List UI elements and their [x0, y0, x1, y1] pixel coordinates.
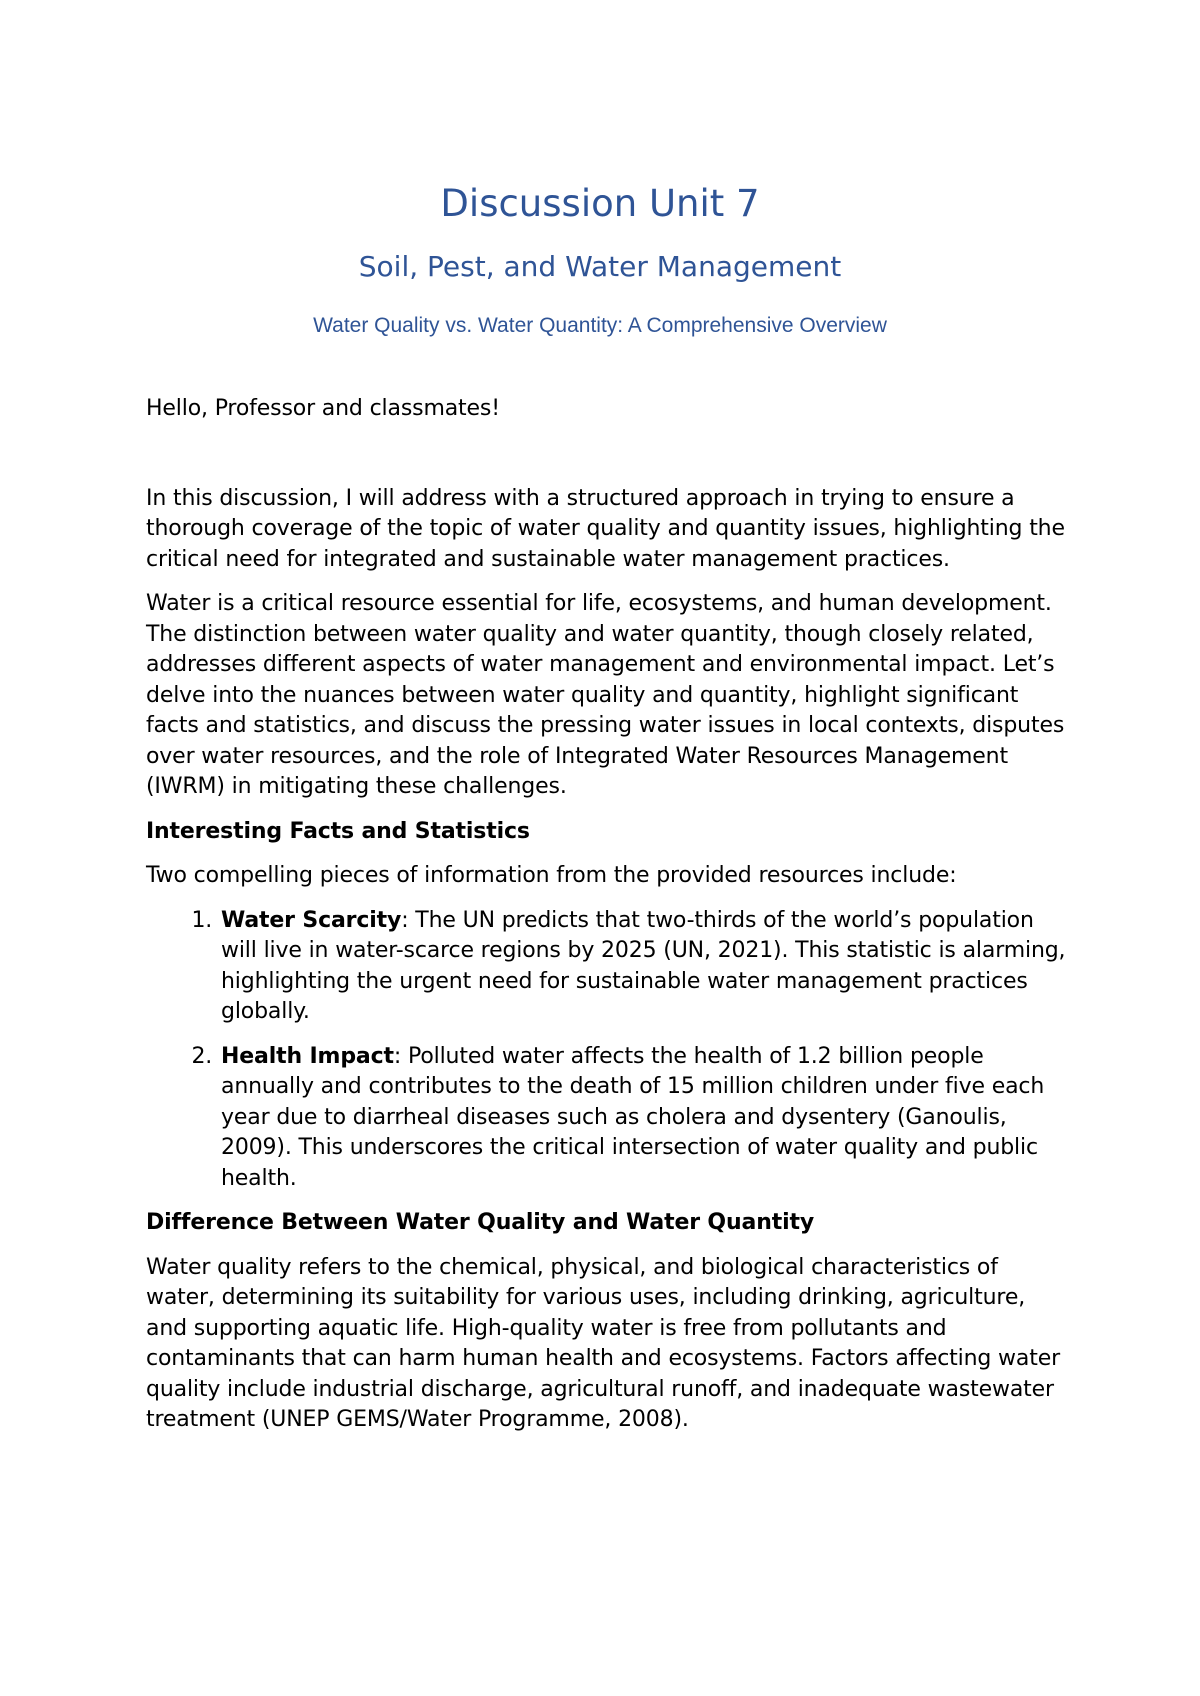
document-title: Discussion Unit 7 [440, 182, 760, 225]
list-item [219, 906, 1066, 1028]
document-body [146, 394, 1066, 1450]
greeting-paragraph: Hello, Professor and classmates! [146, 396, 500, 421]
fact-label: Water Scarcity [221, 907, 402, 933]
section-heading-facts: Interesting Facts and Statistics [146, 818, 530, 844]
quality-paragraph: Water quality refers to the chemical, physical, and biological characteristics of water, determining its suitability for various uses, including drinking, agriculture, and supporting aquatic life. High-quality water is free from pollutants and contaminants that can harm human health and ecosystems. Factors affecting water quality include industrial discharge, agricultural runoff, and inadequate wastewater treatment (UNEP GEMS/Water Programme, 2008). [146, 1254, 1060, 1432]
section-heading-difference: Difference Between Water Quality and Water Quantity [146, 1210, 815, 1235]
facts-intro-paragraph: Two compelling pieces of information from the provided resources include: [146, 863, 957, 888]
intro-paragraph: In this discussion, I will address with a structured approach in trying to ensure a thorough coverage of the topic of water quality and quantity issues, highlighting the critical need for integrated and sustainable water management practices. [146, 485, 1065, 572]
fact-text: : The UN predicts that two-thirds of the world’s population will live in water-scarce regions by 2025 (UN, 2021). This statistic is alarming, highlighting the urgent need for sustainable water management practices globally. [221, 907, 1066, 1024]
document-subtitle: Soil, Pest, and Water Management [358, 250, 842, 283]
document-subheading: Water Quality vs. Water Quantity: A Comprehensive Overview [313, 314, 887, 337]
fact-text: : Polluted water affects the health of 1.2 billion people annually and contributes to the death of 15 million children under five each year due to diarrheal diseases such as cholera and dysentery (Ganoulis, 2009). This underscores the critical intersection of water quality and public health. [221, 1043, 1045, 1191]
facts-list [146, 906, 1066, 1195]
fact-label: Health Impact [221, 1043, 394, 1069]
overview-paragraph: Water is a critical resource essential for life, ecosystems, and human development. The distinction between water quality and water quantity, though closely related, addresses different aspects of water management and environmental impact. Let’s delve into the nuances between water quality and quantity, highlight significant facts and statistics, and discuss the pressing water issues in local contexts, disputes over water resources, and the role of Integrated Water Resources Management (IWRM) in mitigating these challenges. [146, 591, 1065, 799]
list-item [219, 1042, 1066, 1195]
